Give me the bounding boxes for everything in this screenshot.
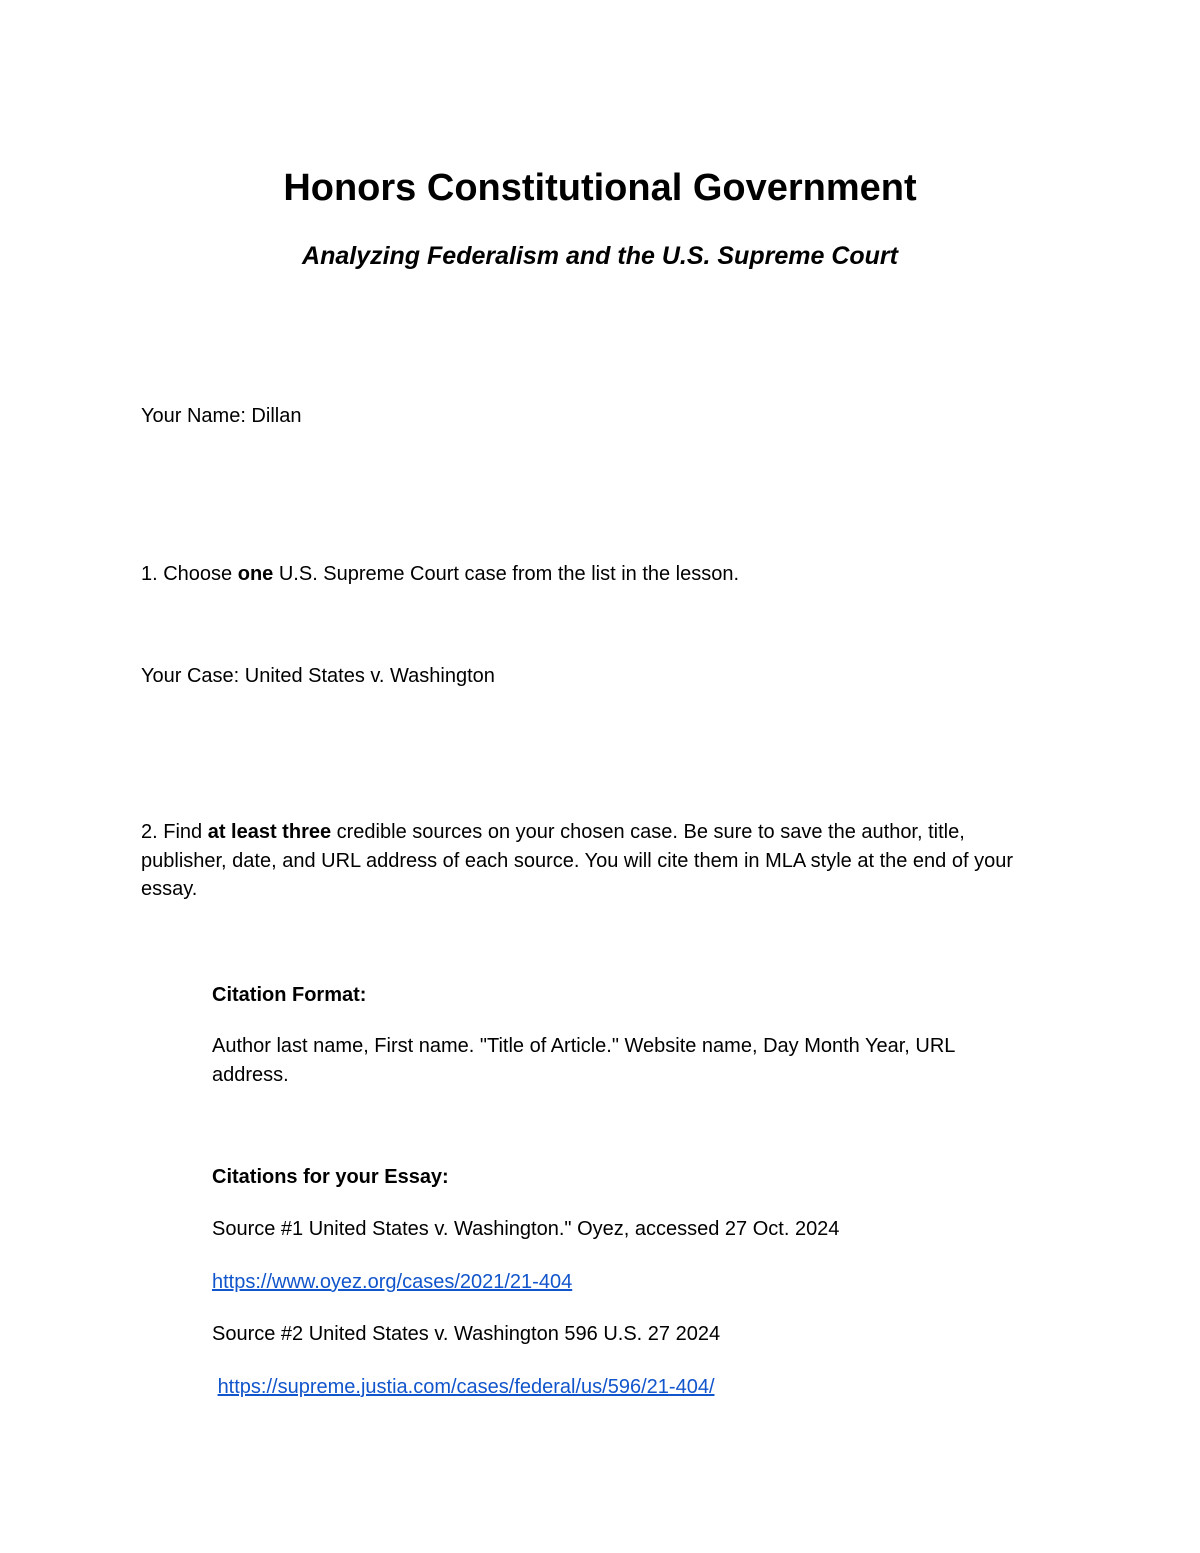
citations-heading: Citations for your Essay:: [212, 1166, 449, 1188]
case-line: Your Case: United States v. Washington: [141, 665, 495, 687]
citation-format-text: Author last name, First name. "Title of Article." Website name, Day Month Year, URL address.: [212, 1035, 955, 1086]
source-1-link[interactable]: https://www.oyez.org/cases/2021/21-404: [212, 1271, 573, 1293]
source-1-url-line: [212, 1268, 1032, 1297]
source-1: Source #1 United States v. Washington." Oyez, accessed 27 Oct. 2024: [212, 1218, 840, 1240]
question-1-prefix: 1. Choose: [141, 563, 238, 585]
question-2: [141, 818, 1053, 904]
question-2-prefix: 2. Find: [141, 821, 208, 843]
question-1: [141, 560, 1061, 589]
source-2: Source #2 United States v. Washington 596 U.S. 27 2024: [212, 1323, 721, 1345]
source-2-url-line: [212, 1373, 1032, 1402]
document-subtitle: Analyzing Federalism and the U.S. Supreme Court: [302, 242, 898, 270]
citation-format-heading: Citation Format:: [212, 984, 367, 1006]
name-line: Your Name: Dillan: [141, 405, 302, 427]
source-2-link[interactable]: https://supreme.justia.com/cases/federal/us/596/21-404/: [217, 1376, 715, 1398]
document-title: Honors Constitutional Government: [283, 167, 917, 209]
question-2-bold: at least three: [207, 821, 332, 843]
question-1-bold: one: [237, 563, 274, 585]
question-1-suffix: U.S. Supreme Court case from the list in the lesson.: [273, 563, 740, 585]
question-2-suffix: credible sources on your chosen case. Be sure to save the author, title, publisher, date, and URL address of each source. You will cite them in MLA style at the end of your essay.: [141, 821, 1013, 900]
